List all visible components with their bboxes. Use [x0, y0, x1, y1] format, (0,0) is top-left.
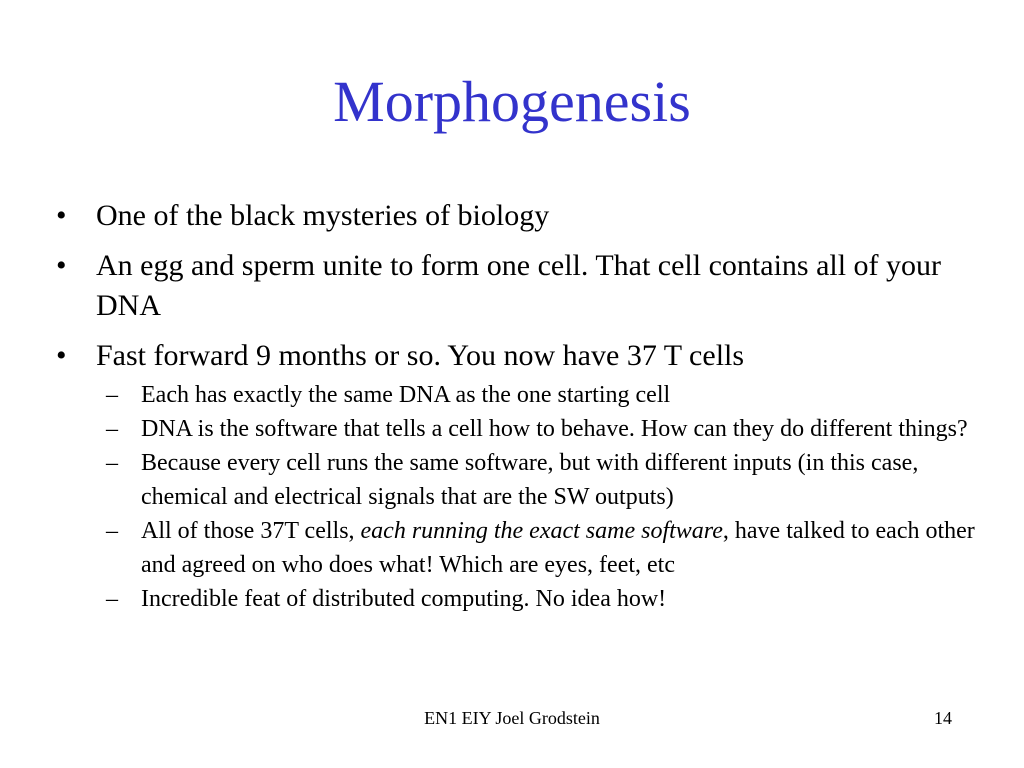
page-number: 14: [934, 708, 952, 728]
sub-bullet-text-start: All of those 37T cells,: [141, 518, 361, 544]
sub-bullet-list: [96, 378, 994, 616]
bullet-text: An egg and sperm unite to form one cell. That cell contains all of your DNA: [96, 249, 942, 322]
bullet-item: [54, 336, 994, 376]
sub-bullet-text: Because every cell runs the same software, but with different inputs (in this case, chemical and electrical signals that are the SW outputs): [141, 450, 919, 510]
sub-bullet-item: [96, 378, 994, 412]
dash-marker: –: [106, 586, 118, 612]
bullet-item: [54, 246, 994, 326]
sub-bullet-text: Each has exactly the same DNA as the one starting cell: [141, 382, 671, 408]
sub-bullet-text: Incredible feat of distributed computing. No idea how!: [141, 586, 667, 612]
slide-body: [54, 196, 994, 616]
bullet-marker: •: [56, 199, 67, 232]
footer-text: EN1 EIY Joel Grodstein: [424, 708, 600, 728]
emphasized-text: each running the exact same software: [360, 518, 723, 544]
sub-bullet-text: [141, 518, 975, 578]
sub-bullet-item: [96, 514, 994, 582]
slide-title: Morphogenesis: [333, 69, 691, 134]
sub-bullet-text: DNA is the software that tells a cell how to behave. How can they do different things?: [141, 416, 968, 442]
sub-bullet-text-end: , have talked to each other and agreed on who does what! Which are eyes, feet, etc: [141, 518, 975, 578]
bullet-item: [54, 196, 994, 236]
sub-bullet-item: [96, 582, 994, 616]
bullet-marker: •: [56, 249, 67, 282]
dash-marker: –: [106, 416, 118, 442]
dash-marker: –: [106, 382, 118, 408]
sub-bullet-item: [96, 446, 994, 514]
dash-marker: –: [106, 450, 118, 476]
bullet-text: One of the black mysteries of biology: [96, 199, 550, 232]
sub-bullet-item: [96, 412, 994, 446]
bullet-marker: •: [56, 339, 67, 372]
bullet-text: Fast forward 9 months or so. You now have 37 T cells: [96, 339, 745, 372]
dash-marker: –: [106, 518, 118, 544]
